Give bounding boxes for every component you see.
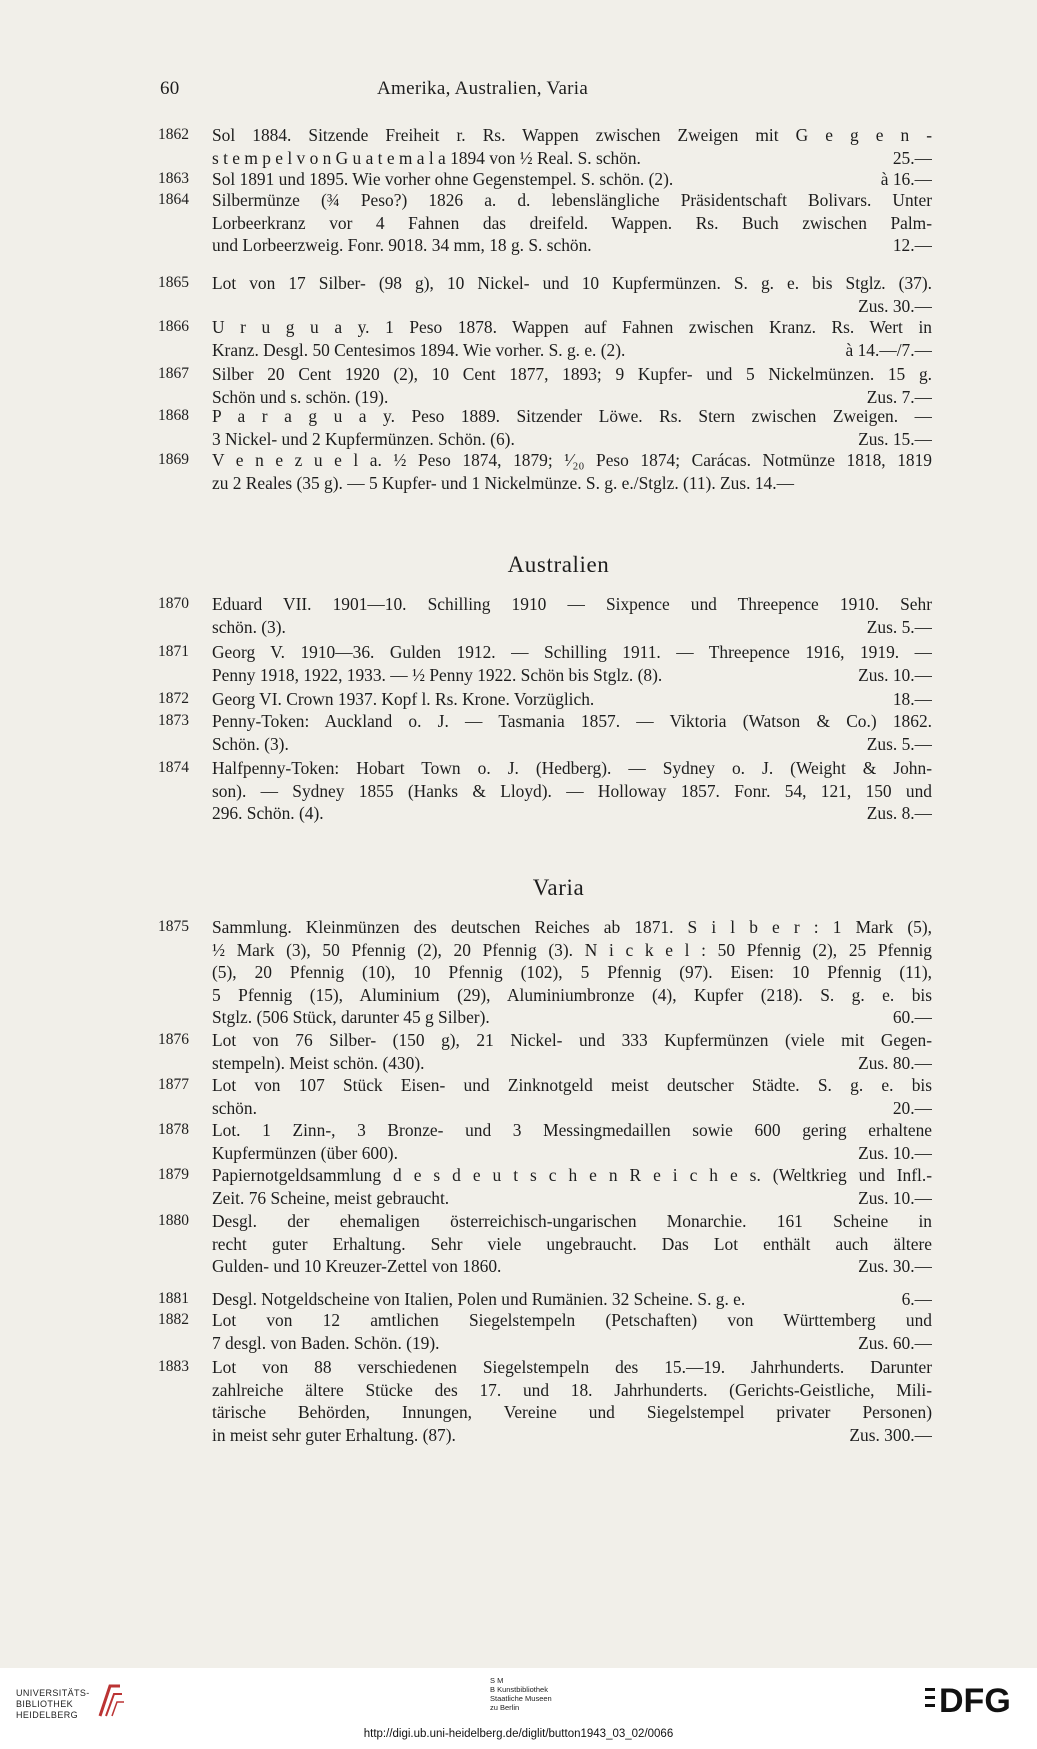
library-name [16, 1688, 90, 1721]
footer-bar [0, 1668, 1037, 1749]
lot-text-line [212, 147, 932, 170]
library-name-line: BIBLIOTHEK [16, 1699, 74, 1709]
lot-text-line [212, 1379, 932, 1402]
lot-text-line [212, 1255, 932, 1278]
lot-text: son). — Sydney 1855 (Hanks & Lloyd). — Holloway 1857. Fonr. 54, 121, 150 und [212, 780, 932, 801]
lot-text-line [212, 1187, 932, 1210]
lot-text: 3 Nickel- und 2 Kupfermünzen. Schön. (6). [212, 428, 515, 449]
running-head [160, 78, 930, 102]
lot-text-line [212, 168, 932, 191]
lot-price: Zus. 10.— [858, 1142, 932, 1163]
lot-text: zu 2 Reales (35 g). — 5 Kupfer- und 1 Nickelmünze. S. g. e./Stglz. (11). Zus. 14.— [212, 472, 794, 493]
lot-text: 296. Schön. (4). [212, 803, 324, 824]
section-heading: Varia [532, 875, 585, 900]
kb-line: Staatliche Museen [490, 1694, 552, 1703]
lot-entry [158, 1164, 932, 1209]
lot-text: Silber 20 Cent 1920 (2), 10 Cent 1877, 1893; 9 Kupfer- und 5 Nickelmünzen. 15 g. [212, 364, 932, 384]
lot-number: 1875 [158, 918, 189, 935]
lot-price: Zus. 60.— [858, 1332, 932, 1353]
lot-text-line [212, 1052, 932, 1075]
lot-number: 1881 [158, 1290, 189, 1307]
lot-text-line [212, 1164, 932, 1187]
lot-text: Penny-Token: Auckland o. J. — Tasmania 1857. — Viktoria (Watson & Co.) 1862. [212, 711, 932, 731]
lot-entry [158, 124, 932, 169]
lot-text-line [212, 1233, 932, 1256]
lot-text: Georg V. 1910—36. Gulden 1912. — Schilling 1911. — Threepence 1916, 1919. — [212, 642, 932, 662]
lot-text: Sol 1884. Sitzende Freiheit r. Rs. Wappen zwischen Zweigen mit G e g e n - [212, 125, 932, 145]
kunstbibliothek-stamp [490, 1676, 552, 1712]
lot-text-line [212, 1074, 932, 1097]
lot-text-line [212, 916, 932, 939]
lot-price: 20.— [892, 1097, 932, 1118]
lot-number: 1873 [158, 712, 189, 729]
lot-text: Silbermünze (¾ Peso?) 1826 a. d. lebenslängliche Präsidentschaft Bolivars. Unter [212, 190, 932, 210]
lot-number: 1879 [158, 1166, 189, 1183]
library-name-line: UNIVERSITÄTS- [16, 1688, 90, 1698]
lot-price: Zus. 8.— [866, 803, 932, 824]
lot-entry [158, 1210, 932, 1278]
lot-text-line [212, 1309, 932, 1332]
lot-text: Schön und s. schön. (19). [212, 386, 389, 407]
lot-text: Kupfermünzen (über 600). [212, 1142, 398, 1163]
lot-text-line [212, 272, 932, 295]
lot-text: Eduard VII. 1901—10. Schilling 1910 — Sixpence und Threepence 1910. Sehr [212, 594, 932, 614]
lot-entry [158, 168, 932, 191]
lot-text-line [212, 1142, 932, 1165]
lot-text: Lot. 1 Zinn-, 3 Bronze- und 3 Messingmedaillen sowie 600 gering erhaltene [212, 1120, 932, 1140]
lot-number: 1878 [158, 1121, 189, 1138]
lot-number: 1868 [158, 407, 189, 424]
lot-text: stempeln). Meist schön. (430). [212, 1052, 425, 1073]
lot-price: 12.— [892, 235, 932, 256]
lot-text-line [212, 780, 932, 803]
lot-number: 1867 [158, 365, 189, 382]
lot-entry [158, 1309, 932, 1354]
lot-number: 1863 [158, 170, 189, 187]
lot-text-line [212, 616, 932, 639]
lot-text-line [212, 984, 932, 1007]
lot-entry [158, 363, 932, 408]
library-name-line: HEIDELBERG [16, 1710, 79, 1720]
lot-text: Lot von 12 amtlichen Siegelstempeln (Petschaften) von Württemberg und [212, 1310, 932, 1330]
lot-text-line [212, 641, 932, 664]
lot-number: 1883 [158, 1358, 189, 1375]
lot-entry [158, 688, 932, 711]
lot-number: 1874 [158, 759, 189, 776]
lot-text: Sammlung. Kleinmünzen des deutschen Reiches ab 1871. S i l b e r : 1 Mark (5), [212, 917, 932, 937]
lot-text-line [212, 802, 932, 825]
lot-number: 1880 [158, 1212, 189, 1229]
lot-entry [158, 757, 932, 825]
lot-text-line [212, 1424, 932, 1447]
lot-entry [158, 1074, 932, 1119]
lot-text: Lot von 76 Silber- (150 g), 21 Nickel- und 333 Kupfermünzen (viele mit Gegen- [212, 1030, 932, 1050]
lot-price: 25.— [892, 147, 932, 168]
lot-text: tärische Behörden, Innungen, Vereine und Siegelstempel privater Personen) [212, 1402, 932, 1423]
lot-text: Sol 1891 und 1895. Wie vorher ohne Gegenstempel. S. schön. (2). [212, 169, 674, 189]
lot-text-line [212, 234, 932, 257]
lot-text: V e n e z u e l a. ½ Peso 1874, 1879; ¹⁄₂₀ Peso 1874; Carácas. Notmünze 1818, 1819 [212, 450, 932, 470]
lot-number: 1882 [158, 1311, 189, 1328]
lot-entry [158, 1356, 932, 1446]
lot-text: Desgl. Notgeldscheine von Italien, Polen und Rumänien. 32 Scheine. S. g. e. [212, 1289, 746, 1309]
lot-text-line [212, 339, 932, 362]
lot-price: Zus. 30.— [858, 295, 932, 316]
dfg-label: DFG [939, 1682, 1011, 1716]
lot-price: 18.— [892, 689, 932, 709]
lot-text-line [212, 1006, 932, 1029]
lot-text-line [212, 1097, 932, 1120]
lot-entry [158, 449, 932, 494]
lot-text: Desgl. der ehemaligen österreichisch-ungarischen Monarchie. 161 Scheine in [212, 1211, 932, 1231]
lot-text: Lot von 17 Silber- (98 g), 10 Nickel- und 10 Kupfermünzen. S. g. e. bis Stglz. (37). [212, 273, 932, 293]
lot-entry [158, 189, 932, 257]
lot-price: à 16.— [880, 169, 932, 189]
lot-text-line [212, 1029, 932, 1052]
lot-text: zahlreiche ältere Stücke des 17. und 18. Jahrhunderts. (Gerichts-Geistliche, Mili- [212, 1379, 932, 1400]
lot-text-line [212, 472, 932, 495]
lot-text-line [212, 664, 932, 687]
lot-text: Lot von 88 verschiedenen Siegelstempeln des 15.—19. Jahrhunderts. Darunter [212, 1357, 932, 1377]
lot-entry [158, 710, 932, 755]
lot-text-line [212, 1356, 932, 1379]
lot-number: 1872 [158, 690, 189, 707]
lot-text: s t e m p e l v o n G u a t e m a l a 1894 von ½ Real. S. schön. [212, 147, 641, 168]
lot-number: 1866 [158, 318, 189, 335]
lot-price: Zus. 10.— [858, 664, 932, 685]
lot-number: 1876 [158, 1031, 189, 1048]
lot-price: Zus. 30.— [858, 1256, 932, 1277]
lot-price: Zus. 7.— [866, 386, 932, 407]
lot-text-line [212, 733, 932, 756]
lot-text-line [212, 363, 932, 386]
lot-price: Zus. 80.— [858, 1052, 932, 1073]
lot-number: 1865 [158, 274, 189, 291]
lot-price: Zus. 10.— [858, 1187, 932, 1208]
kb-line: zu Berlin [490, 1703, 520, 1712]
lot-price: à 14.—/7.— [845, 339, 932, 360]
lot-entry [158, 272, 932, 317]
lot-number: 1877 [158, 1076, 189, 1093]
lot-number: 1869 [158, 451, 189, 468]
lot-text: Kranz. Desgl. 50 Centesimos 1894. Wie vorher. S. g. e. (2). [212, 339, 626, 360]
lot-text: Papiernotgeldsammlung d e s d e u t s c h e n R e i c h e s. (Weltkrieg und Infl.- [212, 1165, 932, 1185]
lot-text: und Lorbeerzweig. Fonr. 9018. 34 mm, 18 g. S. schön. [212, 235, 592, 256]
lot-text-line [212, 449, 932, 472]
lot-text: ½ Mark (3), 50 Pfennig (2), 20 Pfennig (3). N i c k e l : 50 Pfennig (2), 25 Pfennig [212, 939, 932, 960]
source-url[interactable]: http://digi.ub.uni-heidelberg.de/diglit/button1943_03_02/0066 [363, 1728, 674, 1740]
kb-line: B Kunstbibliothek [490, 1685, 548, 1694]
lot-text-line [212, 189, 932, 212]
lot-price: 60.— [892, 1007, 932, 1028]
lot-number: 1864 [158, 191, 189, 208]
lot-entry [158, 1119, 932, 1164]
lot-text: Lorbeerkranz vor 4 Fahnen das dreifeld. Wappen. Rs. Buch zwischen Palm- [212, 212, 932, 233]
lot-text-line [212, 593, 932, 616]
lot-text: Zeit. 76 Scheine, meist gebraucht. [212, 1187, 450, 1208]
lot-text-line [212, 1119, 932, 1142]
lot-text: (5), 20 Pfennig (10), 10 Pfennig (102), 5 Pfennig (97). Eisen: 10 Pfennig (11), [212, 962, 932, 983]
lot-text: P a r a g u a y. Peso 1889. Sitzender Löwe. Rs. Stern zwischen Zweigen. — [212, 406, 932, 426]
lot-text: 7 desgl. von Baden. Schön. (19). [212, 1332, 440, 1353]
lot-text-line [212, 1288, 932, 1311]
lot-text-line [212, 1210, 932, 1233]
lot-text-line [212, 1332, 932, 1355]
lot-price: Zus. 5.— [866, 733, 932, 754]
university-library-logo-icon [96, 1682, 126, 1720]
lot-price: Zus. 300.— [849, 1424, 932, 1445]
lot-text: Schön. (3). [212, 733, 289, 754]
lot-text: Stglz. (506 Stück, darunter 45 g Silber). [212, 1007, 490, 1028]
lot-text: recht guter Erhaltung. Sehr viele ungebraucht. Das Lot enthält auch ältere [212, 1233, 932, 1254]
lot-text-line [212, 688, 932, 711]
lot-text-line [212, 1401, 932, 1424]
kb-line: S M [490, 1676, 504, 1685]
lot-text-line [212, 939, 932, 962]
lot-entry [158, 1288, 932, 1311]
lot-text-line [212, 212, 932, 235]
lot-text: schön. [212, 1097, 257, 1118]
lot-entry [158, 1029, 932, 1074]
lot-text: 5 Pfennig (15), Aluminium (29), Aluminiumbronze (4), Kupfer (218). S. g. e. bis [212, 984, 932, 1005]
lot-text-line [212, 405, 932, 428]
running-title: Amerika, Australien, Varia [377, 78, 589, 99]
lot-text-line [212, 124, 932, 147]
lot-number: 1871 [158, 643, 189, 660]
lot-text: Penny 1918, 1922, 1933. — ½ Penny 1922. Schön bis Stglz. (8). [212, 664, 663, 685]
lot-text: Gulden- und 10 Kreuzer-Zettel von 1860. [212, 1256, 502, 1277]
lot-price: Zus. 15.— [858, 428, 932, 449]
lot-entry [158, 916, 932, 1029]
lot-entry [158, 405, 932, 450]
lot-number: 1862 [158, 126, 189, 143]
lot-price: Zus. 5.— [866, 616, 932, 637]
lot-entry [158, 316, 932, 361]
lot-text: schön. (3). [212, 616, 286, 637]
lot-text: Lot von 107 Stück Eisen- und Zinknotgeld meist deutscher Städte. S. g. e. bis [212, 1075, 932, 1095]
lot-text: Georg VI. Crown 1937. Kopf l. Rs. Krone. Vorzüglich. [212, 689, 595, 709]
section-heading: Australien [507, 552, 610, 577]
lot-text: U r u g u a y. 1 Peso 1878. Wappen auf Fahnen zwischen Kranz. Rs. Wert in [212, 317, 932, 337]
lot-text-line [212, 961, 932, 984]
dfg-logo-icon [925, 1680, 1017, 1716]
lot-text-line [212, 710, 932, 733]
page-number: 60 [160, 78, 180, 99]
lot-text: Halfpenny-Token: Hobart Town o. J. (Hedberg). — Sydney o. J. (Weight & John- [212, 758, 932, 778]
lot-text-line [212, 757, 932, 780]
lot-number: 1870 [158, 595, 189, 612]
lot-text-line [212, 316, 932, 339]
lot-text-line [212, 295, 932, 318]
lot-entry [158, 593, 932, 638]
lot-price: 6.— [901, 1289, 932, 1309]
lot-text-line [212, 428, 932, 451]
lot-entry [158, 641, 932, 686]
lot-text: in meist sehr guter Erhaltung. (87). [212, 1424, 456, 1445]
